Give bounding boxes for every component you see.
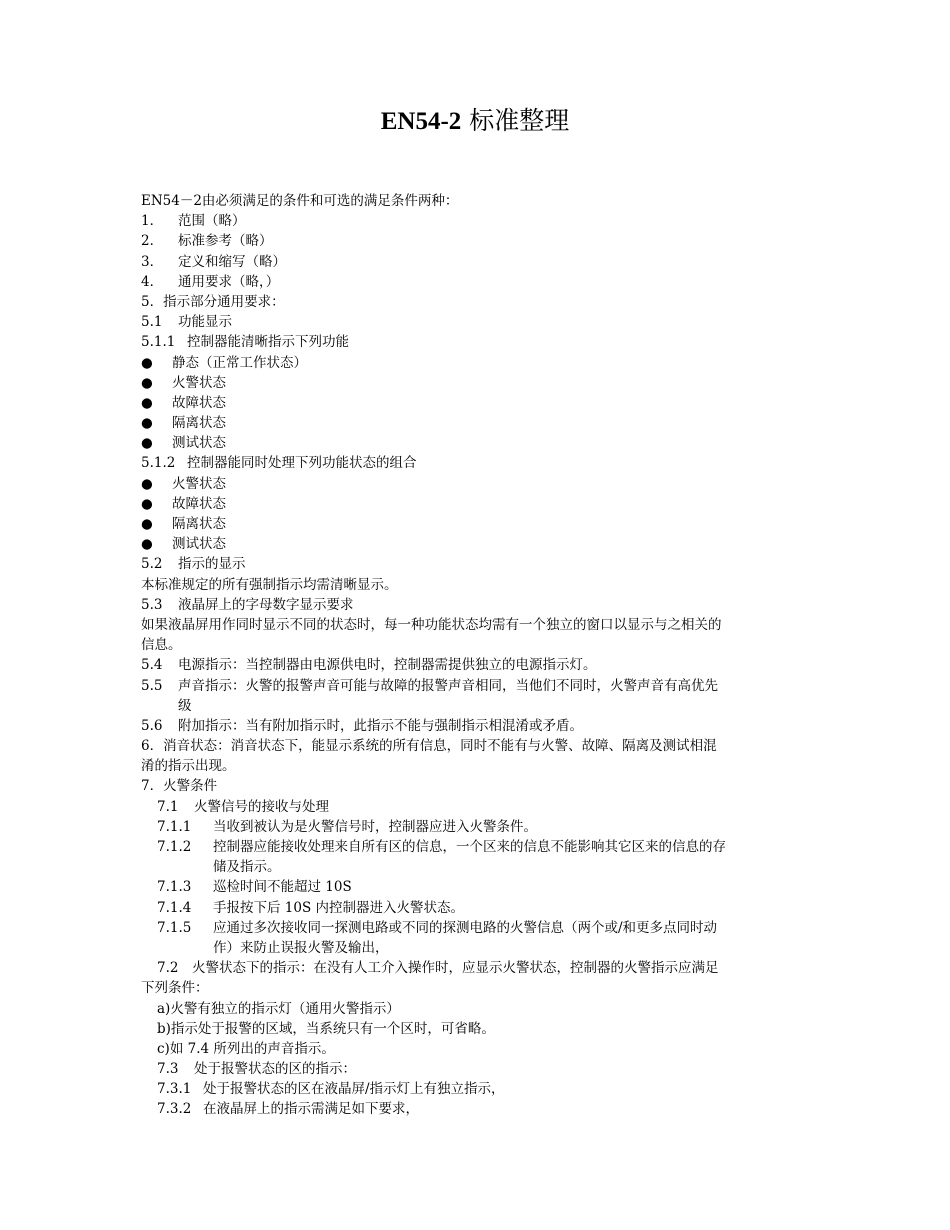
section-5-1-2	[141, 453, 811, 473]
section-number: 7.1	[157, 798, 179, 815]
section-text-cont: 级	[178, 697, 192, 714]
section-text: 功能显示	[178, 314, 232, 331]
paragraph-5-3-line1: 如果液晶屏用作同时显示不同的状态时，每一种功能状态均需有一个独立的窗口以显示与之相关的	[141, 616, 722, 633]
section-number: 7.3.1	[157, 1081, 192, 1098]
section-7-1	[141, 797, 811, 817]
section-6-line1: 6．消音状态：消音状态下，能显示系统的所有信息，同时不能有与火警、故障、隔离及测试相混	[141, 738, 717, 755]
section-7-3-2	[141, 1099, 811, 1119]
section-text: 控制器能同时处理下列功能状态的组合	[187, 455, 417, 472]
section-number: 5.2	[141, 556, 163, 573]
bullet-icon: ●	[141, 435, 153, 452]
bullet-icon: ●	[141, 374, 153, 391]
section-text: 火警信号的接收与处理	[194, 798, 329, 815]
section-number: 7.3	[157, 1061, 179, 1078]
bullet-text: 测试状态	[172, 435, 226, 452]
section-number: 5.6	[141, 717, 163, 734]
bullet-item	[141, 373, 811, 393]
section-number: 1．	[141, 213, 164, 230]
section-1	[141, 211, 811, 231]
document-body	[141, 191, 811, 1120]
section-text: 控制器能清晰指示下列功能	[187, 334, 349, 351]
bullet-item	[141, 413, 811, 433]
section-5: 5．指示部分通用要求：	[141, 293, 285, 310]
section-7-2-item-c: c)如 7.4 所列出的声音指示。	[157, 1040, 335, 1057]
section-number: 7.1.1	[157, 818, 192, 835]
section-7: 7．火警条件	[141, 778, 218, 795]
section-number: 5.3	[141, 596, 163, 613]
bullet-icon: ●	[141, 495, 153, 512]
document-title	[0, 105, 950, 138]
section-7-2-line1: 7.2 火警状态下的指示：在没有人工介入操作时，应显示火警状态，控制器的火警指示应满足	[157, 960, 719, 977]
section-5-1-1	[141, 332, 811, 352]
section-text: 标准参考（略）	[178, 233, 273, 250]
bullet-item	[141, 494, 811, 514]
bullet-text: 测试状态	[172, 536, 226, 553]
section-number: 5.1	[141, 314, 163, 331]
bullet-icon: ●	[141, 394, 153, 411]
paragraph-5-2: 本标准规定的所有强制指示均需清晰显示。	[141, 576, 398, 593]
section-number: 3．	[141, 253, 164, 270]
bullet-text: 静态（正常工作状态）	[172, 354, 307, 371]
section-number: 4．	[141, 273, 164, 290]
bullet-item	[141, 474, 811, 494]
bullet-item	[141, 353, 811, 373]
intro-line: EN54－2由必须满足的条件和可选的满足条件两种：	[141, 193, 459, 209]
section-number: 5.1.1	[141, 334, 176, 351]
section-text: 手报按下后 10S 内控制器进入火警状态。	[213, 899, 465, 916]
paragraph-5-3-line2: 信息。	[141, 637, 182, 654]
section-3	[141, 252, 811, 272]
section-number: 2．	[141, 233, 164, 250]
section-7-2-line2: 下列条件：	[141, 980, 209, 997]
section-7-1-5	[141, 918, 811, 938]
section-5-5-cont	[141, 696, 811, 716]
section-number: 7.1.3	[157, 879, 192, 896]
bullet-icon: ●	[141, 415, 153, 432]
section-text: 附加指示：当有附加指示时，此指示不能与强制指示相混淆或矛盾。	[178, 717, 583, 734]
section-5-4	[141, 655, 811, 675]
bullet-item	[141, 433, 811, 453]
bullet-text: 火警状态	[172, 475, 226, 492]
section-number: 5.1.2	[141, 455, 176, 472]
section-text: 电源指示：当控制器由电源供电时，控制器需提供独立的电源指示灯。	[178, 657, 597, 674]
section-5-5	[141, 676, 811, 696]
section-number: 7.1.5	[157, 919, 192, 936]
bullet-item	[141, 393, 811, 413]
section-7-3	[141, 1059, 811, 1079]
section-text: 控制器应能接收处理来自所有区的信息，一个区来的信息不能影响其它区来的信息的存	[213, 839, 726, 855]
bullet-text: 故障状态	[172, 394, 226, 411]
bullet-icon: ●	[141, 536, 153, 553]
section-text: 处于报警状态的区的指示：	[194, 1061, 356, 1078]
bullet-icon: ●	[141, 354, 153, 371]
title-latin: EN54-2	[380, 108, 462, 135]
section-7-1-4	[141, 898, 811, 918]
section-text: 当收到被认为是火警信号时，控制器应进入火警条件。	[213, 818, 537, 835]
bullet-icon: ●	[141, 475, 153, 492]
section-text-cont: 作）来防止误报火警及输出，	[213, 939, 389, 956]
section-7-1-2-cont	[141, 857, 811, 877]
section-text: 声音指示：火警的报警声音可能与故障的报警声音相同，当他们不同时，火警声音有高优先	[178, 677, 718, 694]
bullet-text: 火警状态	[172, 374, 226, 391]
section-text: 液晶屏上的字母数字显示要求	[178, 596, 354, 613]
bullet-text: 隔离状态	[172, 516, 226, 532]
bullet-item	[141, 534, 811, 554]
section-5-3	[141, 595, 811, 615]
bullet-text: 故障状态	[172, 495, 226, 512]
section-number: 5.4	[141, 657, 163, 674]
section-number: 7.1.2	[157, 839, 192, 855]
section-text: 通用要求（略，）	[178, 273, 280, 290]
bullet-item	[141, 514, 811, 534]
section-text: 指示的显示	[178, 556, 246, 573]
section-7-1-2	[141, 837, 811, 857]
section-text: 处于报警状态的区在液晶屏/指示灯上有独立指示，	[203, 1081, 505, 1098]
section-text: 应通过多次接收同一探测电路或不同的探测电路的火警信息（两个或/和更多点同时动	[213, 919, 718, 936]
section-number: 5.5	[141, 677, 163, 694]
section-7-2-item-b: b)指示处于报警的区域，当系统只有一个区时，可省略。	[157, 1020, 495, 1037]
section-text: 在液晶屏上的指示需满足如下要求，	[203, 1101, 419, 1118]
section-text: 范围（略）	[178, 213, 246, 230]
section-2	[141, 231, 811, 251]
section-7-1-5-cont	[141, 938, 811, 958]
title-cjk: 标准整理	[469, 106, 570, 135]
section-5-1	[141, 312, 811, 332]
section-7-2-item-a: a)火警有独立的指示灯（通用火警指示）	[157, 1000, 400, 1017]
section-number: 7.1.4	[157, 899, 192, 916]
section-number: 7.3.2	[157, 1101, 192, 1118]
section-text: 定义和缩写（略）	[178, 253, 286, 270]
section-text-cont: 储及指示。	[213, 859, 281, 876]
section-7-3-1	[141, 1079, 811, 1099]
section-text: 巡检时间不能超过 10S	[213, 879, 352, 896]
section-5-6	[141, 716, 811, 736]
bullet-icon: ●	[141, 516, 153, 532]
bullet-text: 隔离状态	[172, 415, 226, 432]
section-7-1-1	[141, 817, 811, 837]
section-5-2	[141, 554, 811, 574]
section-7-1-3	[141, 877, 811, 897]
section-4	[141, 272, 811, 292]
section-6-line2: 淆的指示出现。	[141, 758, 236, 775]
